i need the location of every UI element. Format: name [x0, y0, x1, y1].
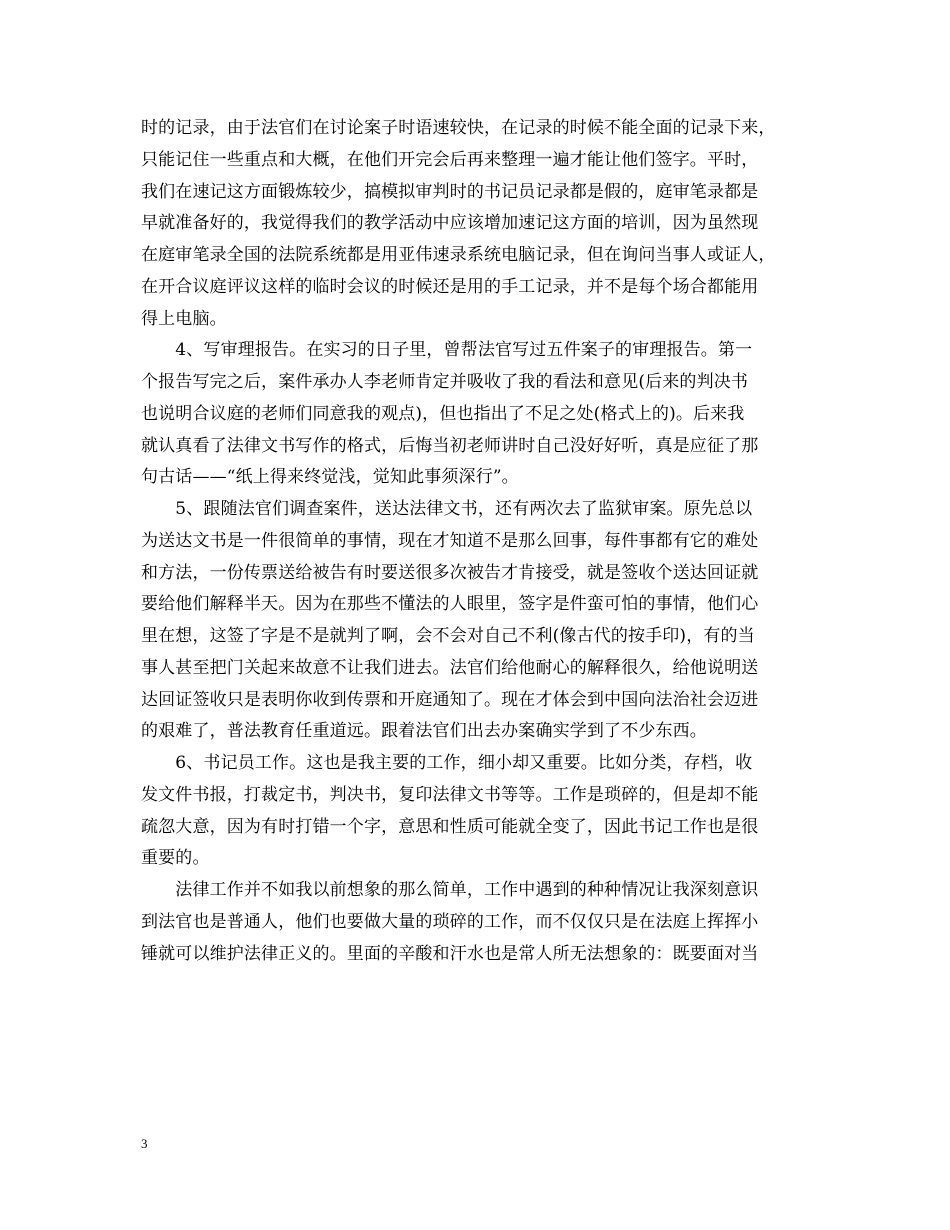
text-line: 锤就可以维护法律正义的。里面的辛酸和汗水也是常人所无法想象的：既要面对当 [141, 943, 759, 964]
text-line: 6、书记员工作。这也是我主要的工作，细小却又重要。比如分类，存档，收 [141, 753, 753, 773]
text-line: 重要的。 [141, 848, 210, 869]
text-line: 在开合议庭评议这样的临时会议的时候还是用的手工记录，并不是每个场合都能用 [141, 276, 759, 297]
text-line: 和方法，一份传票送给被告有时要送很多次被告才肯接受，就是签收个送达回证就 [141, 562, 759, 583]
text-line: 到法官也是普通人，他们也要做大量的琐碎的工作，而不仅仅只是在法庭上挥挥小 [141, 911, 759, 932]
text-line: 达回证签收只是表明你收到传票和开庭通知了。现在才体会到中国向法治社会迈进 [141, 689, 759, 710]
text-line: 我们在速记这方面锻炼较少，搞模拟审判时的书记员记录都是假的，庭审笔录都是 [141, 181, 759, 202]
page-number: 3 [141, 1136, 148, 1151]
text-line: 句古话——“纸上得来终觉浅，觉知此事须深行”。 [141, 467, 519, 488]
text-line: 在庭审笔录全国的法院系统都是用亚伟速录系统电脑记录，但在询问当事人或证人， [141, 245, 776, 265]
text-line: 事人甚至把门关起来故意不让我们进去。法官们给他耐心的解释很久，给他说明送 [141, 657, 759, 678]
text-line: 的艰难了，普法教育任重道远。跟着法官们出去办案确实学到了不少东西。 [141, 721, 707, 742]
text-line: 发文件书报，打裁定书，判决书，复印法律文书等等。工作是琐碎的，但是却不能 [141, 784, 759, 805]
text-line: 就认真看了法律文书写作的格式，后悔当初老师讲时自己没好好听，真是应征了那 [141, 435, 759, 456]
text-line: 4、写审理报告。在实习的日子里，曾帮法官写过五件案子的审理报告。第一 [141, 340, 753, 361]
text-line: 要给他们解释半天。因为在那些不懂法的人眼里，签字是件蛮可怕的事情，他们心 [141, 594, 759, 615]
text-line: 5、跟随法官们调查案件，送达法律文书，还有两次去了监狱审案。原先总以 [141, 499, 753, 519]
text-line: 也说明合议庭的老师们同意我的观点)，但也指出了不足之处(格式上的)。后来我 [141, 403, 745, 424]
text-line: 疏忽大意，因为有时打错一个字，意思和性质可能就全变了，因此书记工作也是很 [141, 816, 759, 837]
body-text [141, 113, 821, 970]
text-line: 法律工作并不如我以前想象的那么简单，工作中遇到的种种情况让我深刻意识 [141, 880, 759, 900]
text-line: 为送达文书是一件很简单的事情，现在才知道不是那么回事，每件事都有它的难处 [141, 530, 759, 551]
text-line: 只能记住一些重点和大概，在他们开完会后再来整理一遍才能让他们签字。平时， [141, 149, 759, 170]
text-line: 里在想，这签了字是不是就判了啊，会不会对自己不利(像古代的按手印)，有的当 [141, 626, 755, 646]
text-line: 个报告写完之后，案件承办人李老师肯定并吸收了我的看法和意见(后来的判决书 [141, 372, 749, 392]
text-line: 时的记录，由于法官们在讨论案子时语速较快，在记录的时候不能全面的记录下来， [141, 118, 776, 138]
text-line: 早就准备好的，我觉得我们的教学活动中应该增加速记这方面的培训，因为虽然现 [141, 213, 759, 234]
text-line: 得上电脑。 [141, 308, 227, 329]
